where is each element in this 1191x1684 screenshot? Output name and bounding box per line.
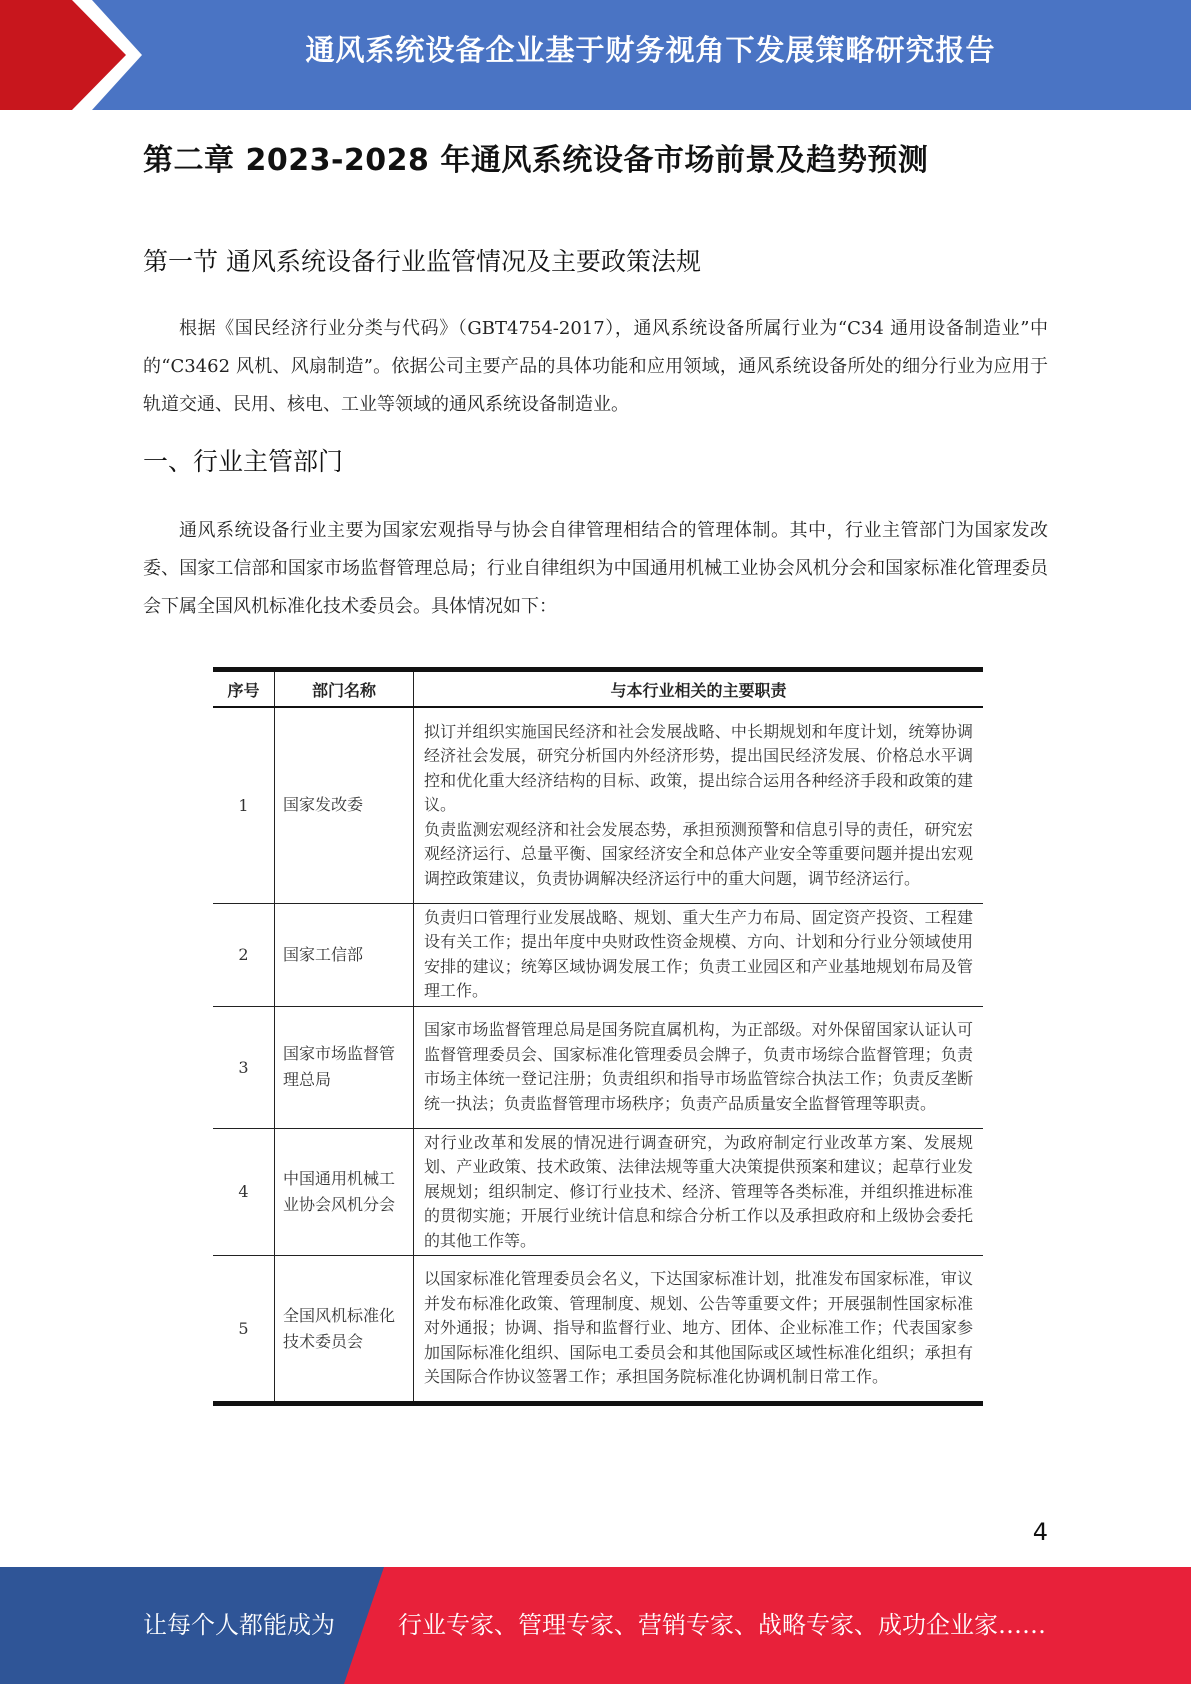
department-duty <box>414 1128 984 1256</box>
table-row <box>213 1006 983 1128</box>
department-name: 国家发改委 <box>275 707 414 903</box>
report-title: 通风系统设备企业基于财务视角下发展策略研究报告 <box>305 33 996 67</box>
column-header-duty: 与本行业相关的主要职责 <box>414 670 984 708</box>
department-name: 国家市场监督管理总局 <box>275 1006 414 1128</box>
department-name: 国家工信部 <box>275 903 414 1006</box>
page-content <box>143 138 1048 617</box>
duty-text: 负责归口管理行业发展战略、规划、重大生产力布局、固定资产投资、工程建设有关工作；提出年度中央财政性资金规模、方向、计划和分行业分领域使用安排的建议；统筹区域协调发展工作；负责工业园区和产业基地规划布局及管理工作。 <box>424 907 973 1000</box>
duty-text: 拟订并组织实施国民经济和社会发展战略、中长期规划和年度计划，统筹协调经济社会发展，研究分析国内外经济形势，提出国民经济发展、价格总水平调控和优化重大经济结构的目标、政策，提出综合运用各种经济手段和政策的建议。 <box>424 721 973 814</box>
department-duty <box>414 707 984 903</box>
regulator-table-wrapper <box>213 667 983 1406</box>
duty-text: 以国家标准化管理委员会名义，下达国家标准计划，批准发布国家标准，审议并发布标准化政策、管理制度、规划、公告等重要文件；开展强制性国家标准对外通报；协调、指导和监督行业、地方、团体、企业标准工作；代表国家参加国际标准化组织、国际电工委员会和其他国际或区域性标准化组织；承担有关国际合作协议签署工作；承担国务院标准化协调机制日常工作。 <box>424 1269 973 1387</box>
duty-text: 负责监测宏观经济和社会发展态势，承担预测预警和信息引导的责任，研究宏观经济运行、总量平衡、国家经济安全和总体产业安全等重要问题并提出宏观调控政策建议，负责协调解决经济运行中的重大问题，调节经济运行。 <box>424 819 973 888</box>
column-header-dept: 部门名称 <box>275 670 414 708</box>
row-number: 2 <box>213 903 275 1006</box>
department-name: 全国风机标准化技术委员会 <box>275 1256 414 1404</box>
table-row <box>213 903 983 1006</box>
footer-slogan-roles: 行业专家、管理专家、营销专家、战略专家、成功企业家…… <box>398 1611 1046 1639</box>
paragraph-classification: 根据《国民经济行业分类与代码》（GBT4754-2017），通风系统设备所属行业为“C34 通用设备制造业”中的“C3462 风机、风扇制造”。依据公司主要产品的具体功能和应用领域，通风系统设备所处的细分行业为应用于轨道交通、民用、核电、工业等领域的通风系统设备制造业。 <box>143 318 1048 415</box>
paragraph-management-system: 通风系统设备行业主要为国家宏观指导与协会自律管理相结合的管理体制。其中，行业主管部门为国家发改委、国家工信部和国家市场监督管理总局；行业自律组织为中国通用机械工业协会风机分会和国家标准化管理委员会下属全国风机标准化技术委员会。具体情况如下： <box>143 520 1048 617</box>
table-row <box>213 707 983 903</box>
footer-slogan-lead: 让每个人都能成为 <box>143 1611 335 1639</box>
section-title: 第一节 通风系统设备行业监管情况及主要政策法规 <box>143 247 701 276</box>
column-header-no: 序号 <box>213 670 275 708</box>
chapter-title: 第二章 2023-2028 年通风系统设备市场前景及趋势预测 <box>143 143 929 178</box>
department-duty <box>414 903 984 1006</box>
department-name: 中国通用机械工业协会风机分会 <box>275 1128 414 1256</box>
row-number: 1 <box>213 707 275 903</box>
row-number: 4 <box>213 1128 275 1256</box>
header-banner <box>0 0 1191 110</box>
table-row <box>213 1256 983 1404</box>
duty-text: 国家市场监督管理总局是国务院直属机构，为正部级。对外保留国家认证认可监督管理委员会、国家标准化管理委员会牌子，负责市场综合监督管理；负责市场主体统一登记注册；负责组织和指导市场监管综合执法工作；负责反垄断统一执法；负责监督管理市场秩序；负责产品质量安全监督管理等职责。 <box>424 1020 973 1113</box>
table-header-row <box>213 670 983 708</box>
page-number: 4 <box>1032 1518 1048 1546</box>
duty-text: 对行业改革和发展的情况进行调查研究，为政府制定行业改革方案、发展规划、产业政策、技术政策、法律法规等重大决策提供预案和建议；起草行业发展规划；组织制定、修订行业技术、经济、管理等各类标准，并组织推进标准的贯彻实施；开展行业统计信息和综合分析工作以及承担政府和上级协会委托的其他工作等。 <box>424 1132 973 1250</box>
row-number: 3 <box>213 1006 275 1128</box>
regulator-table <box>213 667 983 1406</box>
department-duty <box>414 1256 984 1404</box>
row-number: 5 <box>213 1256 275 1404</box>
footer-banner <box>0 1567 1191 1684</box>
header-arrow-decoration <box>0 0 160 110</box>
subsection-title: 一、行业主管部门 <box>143 447 344 476</box>
department-duty <box>414 1006 984 1128</box>
table-row <box>213 1128 983 1256</box>
